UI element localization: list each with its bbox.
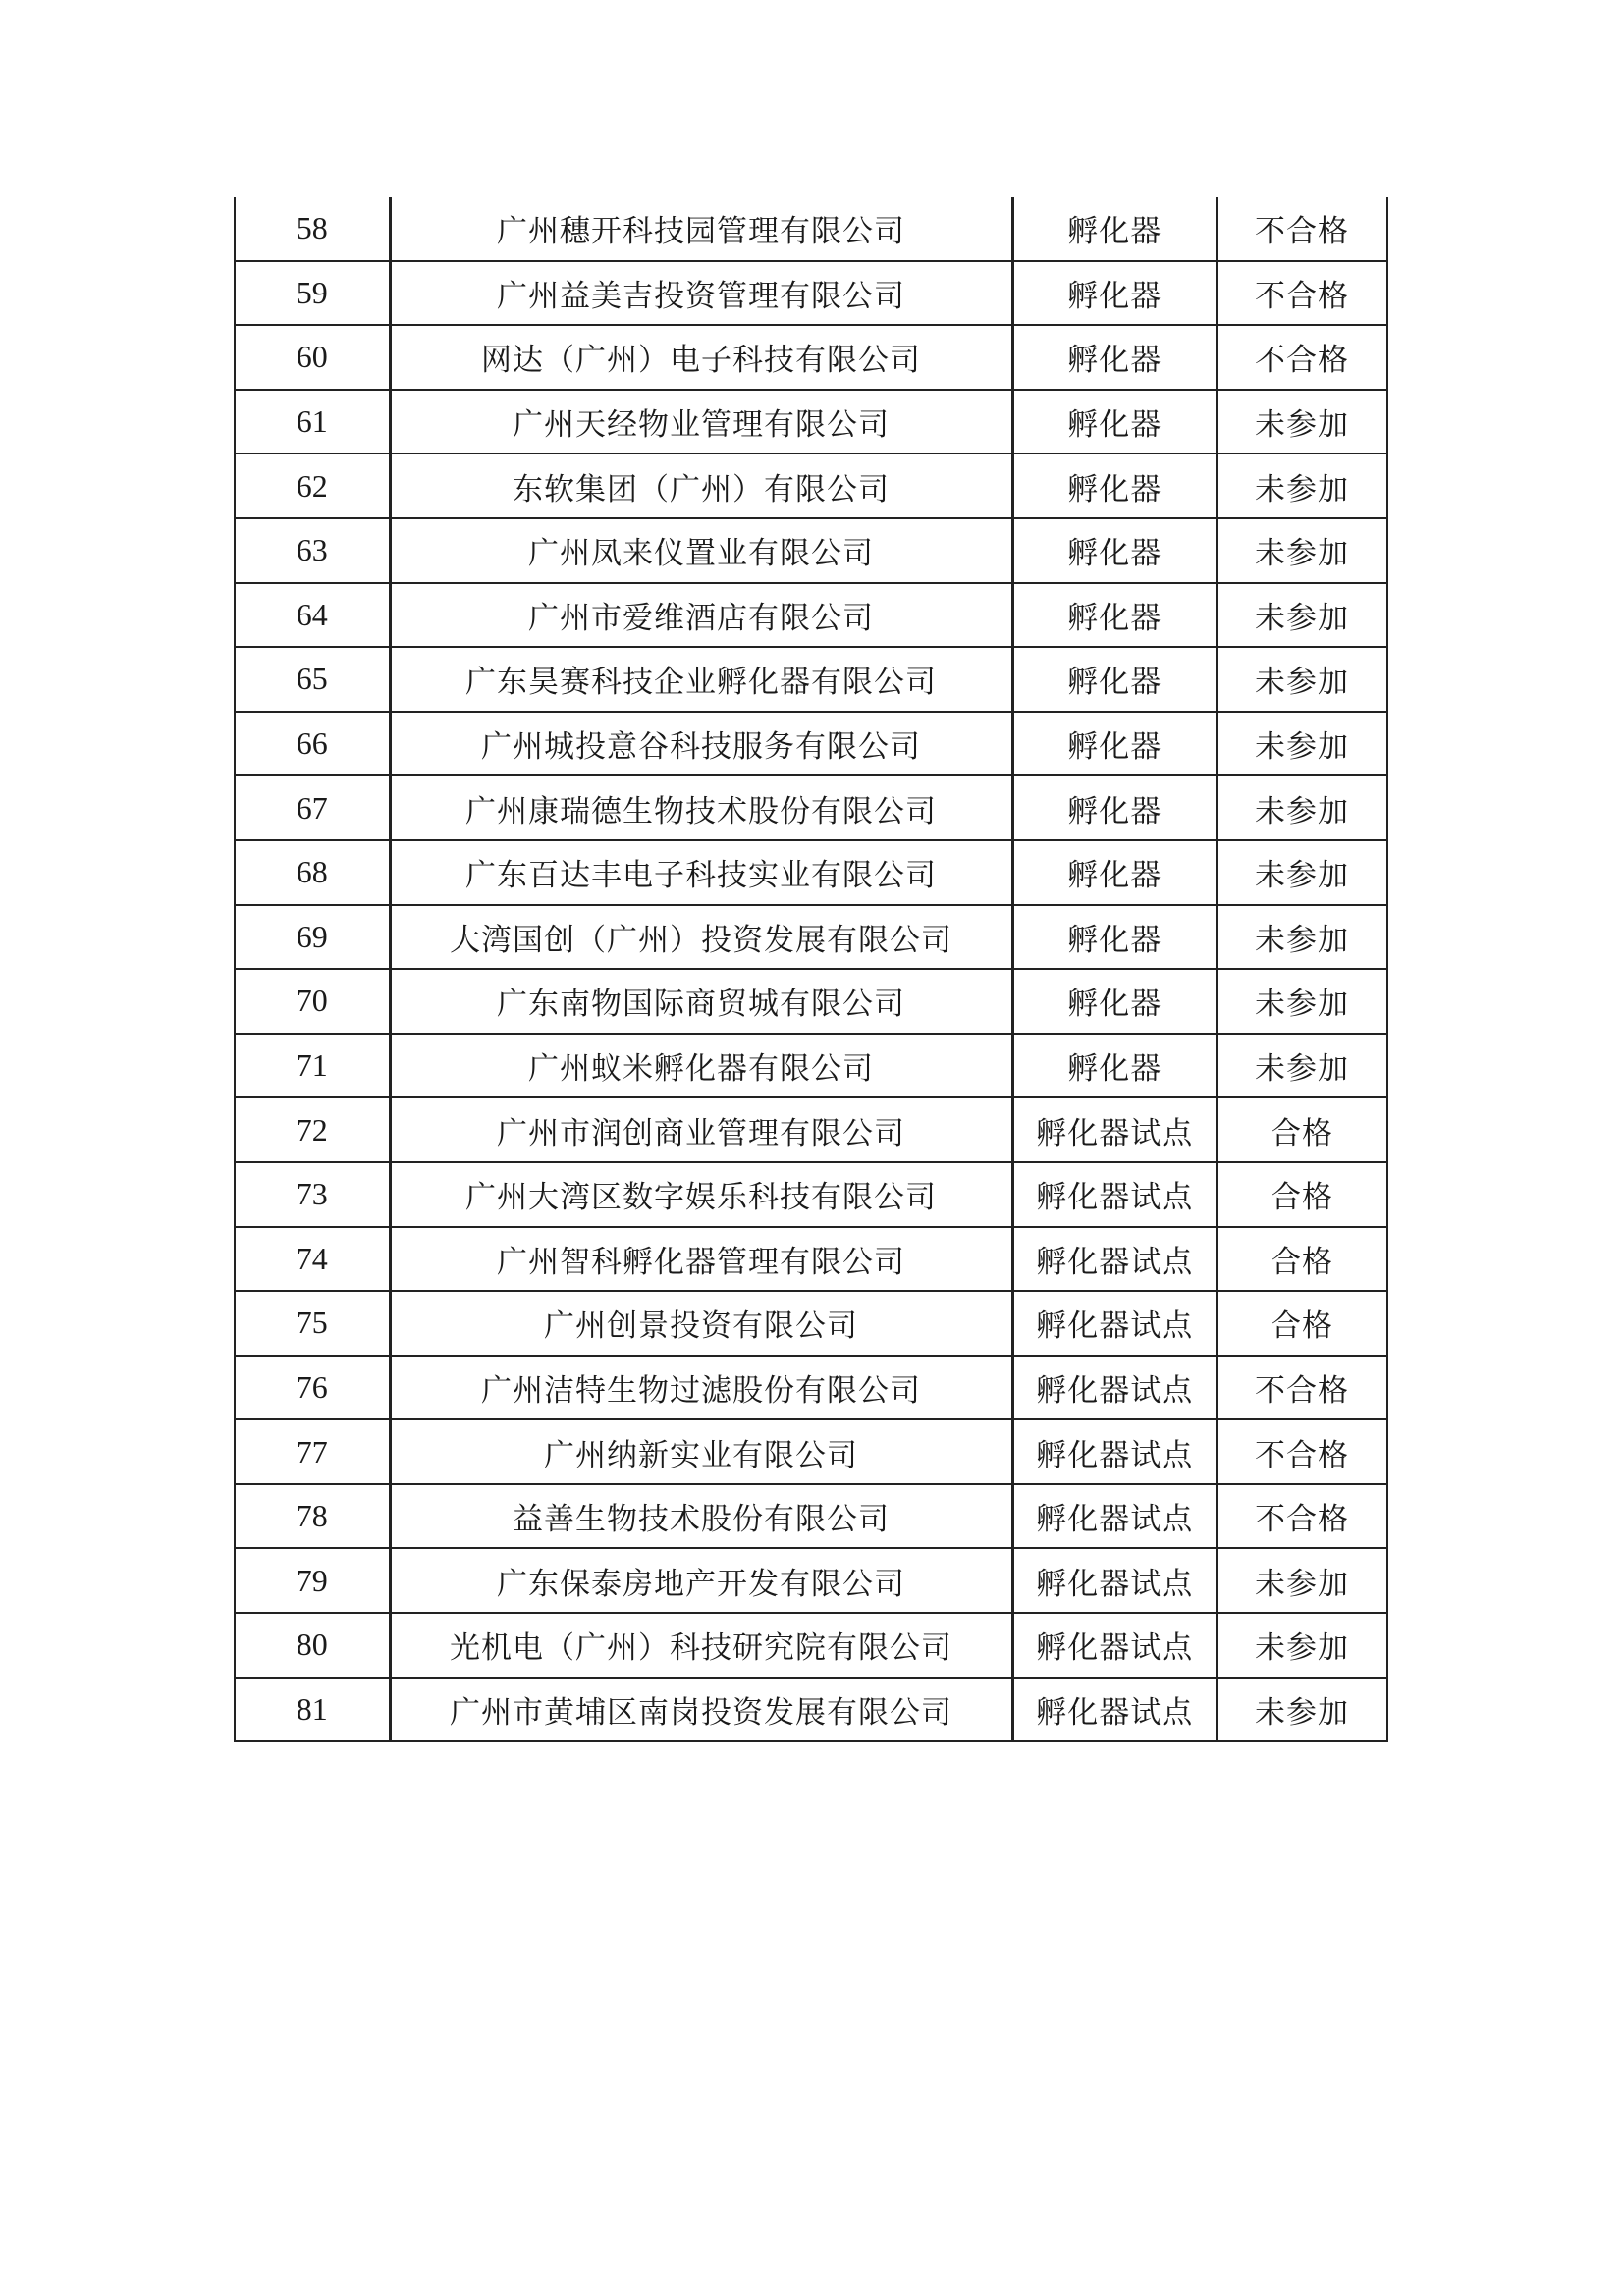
table-row <box>235 1484 1387 1549</box>
table-row <box>235 1419 1387 1484</box>
table-row <box>235 197 1387 261</box>
evaluation-result: 未参加 <box>1217 1613 1387 1678</box>
evaluation-result: 不合格 <box>1217 261 1387 326</box>
evaluation-result: 未参加 <box>1217 390 1387 454</box>
evaluation-result: 未参加 <box>1217 905 1387 970</box>
company-name: 网达（广州）电子科技有限公司 <box>390 325 1012 390</box>
evaluation-result: 未参加 <box>1217 583 1387 648</box>
row-number: 65 <box>235 647 390 712</box>
institution-type: 孵化器 <box>1012 840 1217 905</box>
table-row <box>235 905 1387 970</box>
institution-type: 孵化器 <box>1012 454 1217 518</box>
company-name: 广州蚁米孵化器有限公司 <box>390 1034 1012 1098</box>
row-number: 80 <box>235 1613 390 1678</box>
row-number: 79 <box>235 1548 390 1613</box>
institution-type: 孵化器试点 <box>1012 1227 1217 1292</box>
institution-type: 孵化器 <box>1012 390 1217 454</box>
table-row <box>235 1613 1387 1678</box>
row-number: 78 <box>235 1484 390 1549</box>
evaluation-result: 未参加 <box>1217 775 1387 840</box>
row-number: 70 <box>235 969 390 1034</box>
row-number: 72 <box>235 1097 390 1162</box>
evaluation-result: 未参加 <box>1217 840 1387 905</box>
row-number: 66 <box>235 712 390 776</box>
institution-type: 孵化器 <box>1012 518 1217 583</box>
row-number: 62 <box>235 454 390 518</box>
company-name: 广州天经物业管理有限公司 <box>390 390 1012 454</box>
table-row <box>235 518 1387 583</box>
table-row <box>235 647 1387 712</box>
institution-type: 孵化器 <box>1012 905 1217 970</box>
table-row <box>235 454 1387 518</box>
table-body <box>235 197 1387 1741</box>
company-name: 广州市爱维酒店有限公司 <box>390 583 1012 648</box>
evaluation-result: 未参加 <box>1217 969 1387 1034</box>
institution-type: 孵化器 <box>1012 1034 1217 1098</box>
institution-type: 孵化器试点 <box>1012 1678 1217 1742</box>
table-row <box>235 775 1387 840</box>
table-row <box>235 1227 1387 1292</box>
company-name: 广东百达丰电子科技实业有限公司 <box>390 840 1012 905</box>
institution-type: 孵化器试点 <box>1012 1356 1217 1420</box>
evaluation-result: 不合格 <box>1217 197 1387 261</box>
evaluation-results-table <box>234 197 1388 1742</box>
row-number: 64 <box>235 583 390 648</box>
table-row <box>235 712 1387 776</box>
company-name: 广州益美吉投资管理有限公司 <box>390 261 1012 326</box>
company-name: 广州洁特生物过滤股份有限公司 <box>390 1356 1012 1420</box>
row-number: 75 <box>235 1291 390 1356</box>
institution-type: 孵化器试点 <box>1012 1162 1217 1227</box>
company-name: 广东南物国际商贸城有限公司 <box>390 969 1012 1034</box>
institution-type: 孵化器 <box>1012 261 1217 326</box>
evaluation-result: 未参加 <box>1217 518 1387 583</box>
company-name: 广东昊赛科技企业孵化器有限公司 <box>390 647 1012 712</box>
table-row <box>235 969 1387 1034</box>
company-name: 东软集团（广州）有限公司 <box>390 454 1012 518</box>
institution-type: 孵化器 <box>1012 969 1217 1034</box>
company-name: 广州大湾区数字娱乐科技有限公司 <box>390 1162 1012 1227</box>
evaluation-result: 合格 <box>1217 1291 1387 1356</box>
evaluation-result: 不合格 <box>1217 1356 1387 1420</box>
table-row <box>235 261 1387 326</box>
institution-type: 孵化器试点 <box>1012 1613 1217 1678</box>
company-name: 广州市黄埔区南岗投资发展有限公司 <box>390 1678 1012 1742</box>
row-number: 68 <box>235 840 390 905</box>
evaluation-result: 未参加 <box>1217 712 1387 776</box>
evaluation-result: 合格 <box>1217 1097 1387 1162</box>
institution-type: 孵化器试点 <box>1012 1097 1217 1162</box>
row-number: 81 <box>235 1678 390 1742</box>
institution-type: 孵化器 <box>1012 775 1217 840</box>
row-number: 71 <box>235 1034 390 1098</box>
company-name: 广州创景投资有限公司 <box>390 1291 1012 1356</box>
evaluation-result: 不合格 <box>1217 1419 1387 1484</box>
institution-type: 孵化器 <box>1012 325 1217 390</box>
company-name: 广州凤来仪置业有限公司 <box>390 518 1012 583</box>
row-number: 59 <box>235 261 390 326</box>
row-number: 76 <box>235 1356 390 1420</box>
row-number: 69 <box>235 905 390 970</box>
evaluation-result: 未参加 <box>1217 1678 1387 1742</box>
institution-type: 孵化器试点 <box>1012 1419 1217 1484</box>
evaluation-result: 未参加 <box>1217 1548 1387 1613</box>
table-row <box>235 1678 1387 1742</box>
evaluation-result: 未参加 <box>1217 1034 1387 1098</box>
table-row <box>235 583 1387 648</box>
evaluation-result: 合格 <box>1217 1162 1387 1227</box>
row-number: 60 <box>235 325 390 390</box>
company-name: 广州城投意谷科技服务有限公司 <box>390 712 1012 776</box>
institution-type: 孵化器 <box>1012 647 1217 712</box>
evaluation-result: 不合格 <box>1217 325 1387 390</box>
company-name: 大湾国创（广州）投资发展有限公司 <box>390 905 1012 970</box>
company-name: 广州纳新实业有限公司 <box>390 1419 1012 1484</box>
institution-type: 孵化器 <box>1012 712 1217 776</box>
company-name: 广州穗开科技园管理有限公司 <box>390 197 1012 261</box>
table-row <box>235 1034 1387 1098</box>
table-row <box>235 1548 1387 1613</box>
row-number: 67 <box>235 775 390 840</box>
row-number: 63 <box>235 518 390 583</box>
company-name: 广州智科孵化器管理有限公司 <box>390 1227 1012 1292</box>
row-number: 77 <box>235 1419 390 1484</box>
table-row <box>235 1356 1387 1420</box>
institution-type: 孵化器试点 <box>1012 1291 1217 1356</box>
table-row <box>235 390 1387 454</box>
institution-type: 孵化器 <box>1012 583 1217 648</box>
company-name: 光机电（广州）科技研究院有限公司 <box>390 1613 1012 1678</box>
table-row <box>235 1162 1387 1227</box>
institution-type: 孵化器 <box>1012 197 1217 261</box>
evaluation-result: 未参加 <box>1217 454 1387 518</box>
table-row <box>235 1291 1387 1356</box>
table-row <box>235 840 1387 905</box>
company-name: 广州市润创商业管理有限公司 <box>390 1097 1012 1162</box>
table-row <box>235 325 1387 390</box>
row-number: 58 <box>235 197 390 261</box>
row-number: 73 <box>235 1162 390 1227</box>
institution-type: 孵化器试点 <box>1012 1548 1217 1613</box>
company-name: 益善生物技术股份有限公司 <box>390 1484 1012 1549</box>
evaluation-result: 不合格 <box>1217 1484 1387 1549</box>
evaluation-result: 未参加 <box>1217 647 1387 712</box>
row-number: 61 <box>235 390 390 454</box>
company-name: 广东保泰房地产开发有限公司 <box>390 1548 1012 1613</box>
row-number: 74 <box>235 1227 390 1292</box>
company-name: 广州康瑞德生物技术股份有限公司 <box>390 775 1012 840</box>
institution-type: 孵化器试点 <box>1012 1484 1217 1549</box>
evaluation-result: 合格 <box>1217 1227 1387 1292</box>
table-row <box>235 1097 1387 1162</box>
